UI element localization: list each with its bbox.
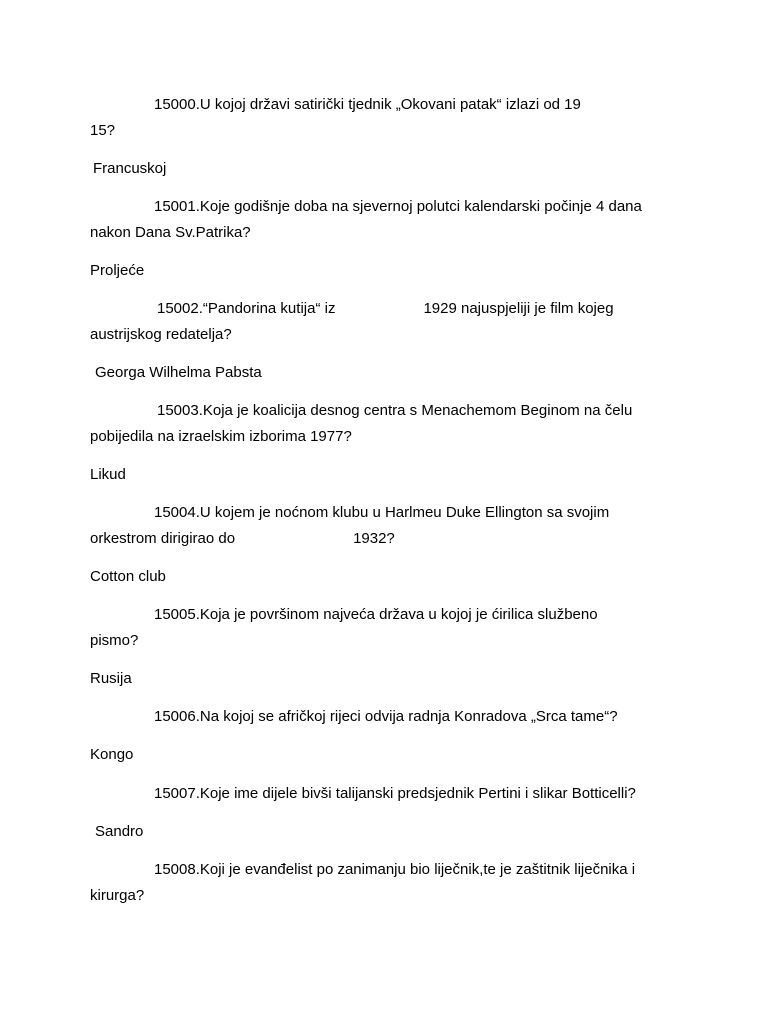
answer-15003: Likud [90,466,126,483]
question-15002-line-1-part-1: 15002.“Pandorina kutija“ iz [157,300,336,317]
question-15000-line-1: 15000.U kojoj državi satirički tjednik „Okovani patak“ izlazi od 19 [154,96,581,113]
question-15003-line-1: 15003.Koja je koalicija desnog centra s Menachemom Beginom na čelu [157,402,633,419]
question-15004-line-1: 15004.U kojem je noćnom klubu u Harlmeu Duke Ellington sa svojim [154,504,610,521]
question-15008-line-2: kirurga? [90,887,145,904]
question-15008-line-1: 15008.Koji je evanđelist po zanimanju bio liječnik,te je zaštitnik liječnika i [154,861,636,878]
question-15001-line-2: nakon Dana Sv.Patrika? [90,224,251,241]
question-15005-line-1: 15005.Koja je površinom najveća država u kojoj je ćirilica službeno [154,606,598,623]
answer-15001: Proljeće [90,262,145,279]
question-15001-line-1: 15001.Koje godišnje doba na sjevernoj polutci kalendarski počinje 4 dana [154,198,642,215]
question-15000-line-2: 15? [90,122,116,139]
answer-15002: Georga Wilhelma Pabsta [95,364,262,381]
question-15007-line-1: 15007.Koje ime dijele bivši talijanski predsjednik Pertini i slikar Botticelli? [154,785,636,802]
question-15003-line-2: pobijedila na izraelskim izborima 1977? [90,428,352,445]
question-15004-line-2 [90,529,395,549]
question-15002-line-1-part-2: 1929 najuspjeliji je film kojeg [423,300,614,317]
answer-15007: Sandro [95,823,144,840]
question-15006-line-1: 15006.Na kojoj se afričkoj rijeci odvija radnja Konradova „Srca tame“? [154,708,618,725]
question-15004-line-2-part-1: orkestrom dirigirao do [90,530,236,547]
question-15005-line-2: pismo? [90,632,139,649]
answer-15006: Kongo [90,746,134,763]
question-15002-line-2: austrijskog redatelja? [90,326,232,343]
question-15002-line-1 [157,299,614,319]
answer-15000: Francuskoj [93,160,167,177]
answer-15005: Rusija [90,670,132,687]
answer-15004: Cotton club [90,568,166,585]
question-15004-line-2-part-2: 1932? [353,530,395,547]
